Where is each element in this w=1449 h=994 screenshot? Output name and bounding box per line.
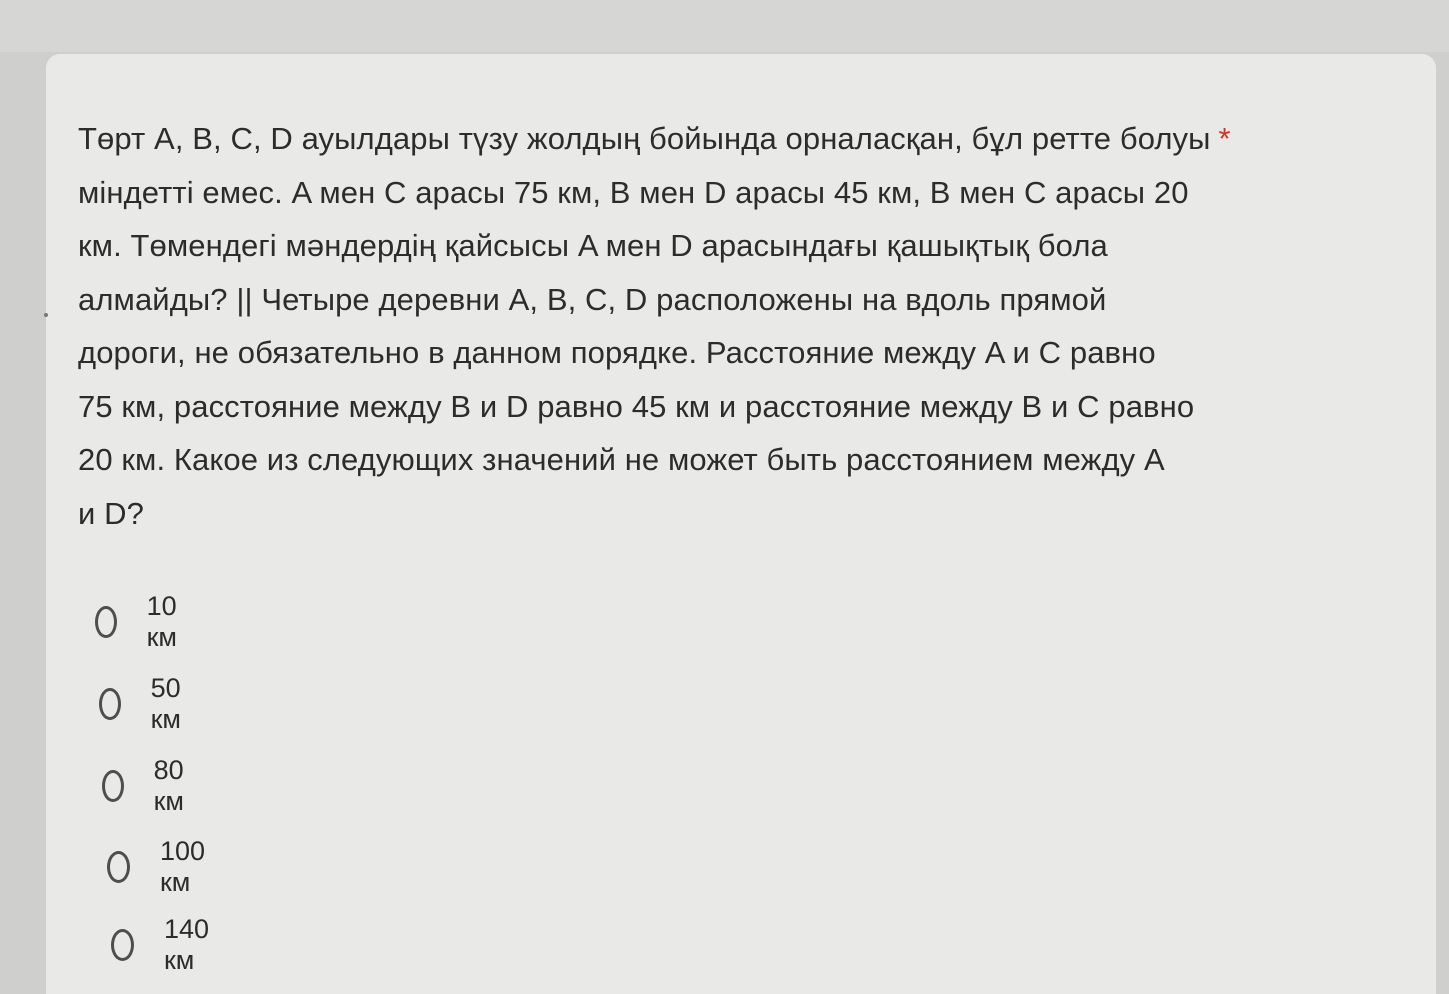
radio-button[interactable] bbox=[95, 606, 117, 638]
required-marker: * bbox=[1218, 121, 1231, 156]
question-line: 75 км, расстояние между B и D равно 45 км и расстояние между B и C равно bbox=[78, 388, 1195, 424]
edge-dot bbox=[44, 313, 48, 317]
question-line: и D? bbox=[78, 495, 144, 531]
question-line bbox=[78, 112, 1398, 166]
question-text bbox=[78, 112, 1398, 540]
option-80-km[interactable] bbox=[102, 755, 194, 817]
option-label: 100 км bbox=[159, 836, 206, 897]
radio-button[interactable] bbox=[99, 688, 121, 720]
option-label: 50 км bbox=[150, 673, 181, 734]
option-10-km[interactable] bbox=[95, 591, 187, 653]
option-100-km[interactable] bbox=[107, 836, 214, 898]
option-label: 80 км bbox=[153, 755, 184, 816]
top-strip bbox=[0, 0, 1449, 52]
question-line: алмайды? || Четыре деревни A, B, C, D расположены на вдоль прямой bbox=[78, 281, 1107, 317]
radio-button[interactable] bbox=[111, 929, 134, 961]
option-140-km[interactable] bbox=[111, 914, 218, 976]
radio-button[interactable] bbox=[102, 770, 124, 802]
question-line: 20 км. Какое из следующих значений не может быть расстоянием между A bbox=[78, 442, 1165, 477]
question-line: км. Төмендегі мәндердің қайсысы A мен D арасындағы қашықтық бола bbox=[78, 228, 1108, 263]
option-label: 140 км bbox=[163, 914, 210, 975]
question-line: міндетті емес. A мен C арасы 75 км, B мен D арасы 45 км, B мен C арасы 20 bbox=[78, 174, 1189, 210]
option-label: 10 км bbox=[146, 591, 177, 652]
option-50-km[interactable] bbox=[99, 673, 191, 735]
radio-button[interactable] bbox=[107, 851, 130, 883]
question-line: дороги, не обязательно в данном порядке. Расстояние между A и C равно bbox=[78, 335, 1156, 370]
question-line-text: Төрт A, B, C, D ауылдары түзу жолдың бойында орналасқан, бұл ретте болуы bbox=[78, 121, 1211, 156]
